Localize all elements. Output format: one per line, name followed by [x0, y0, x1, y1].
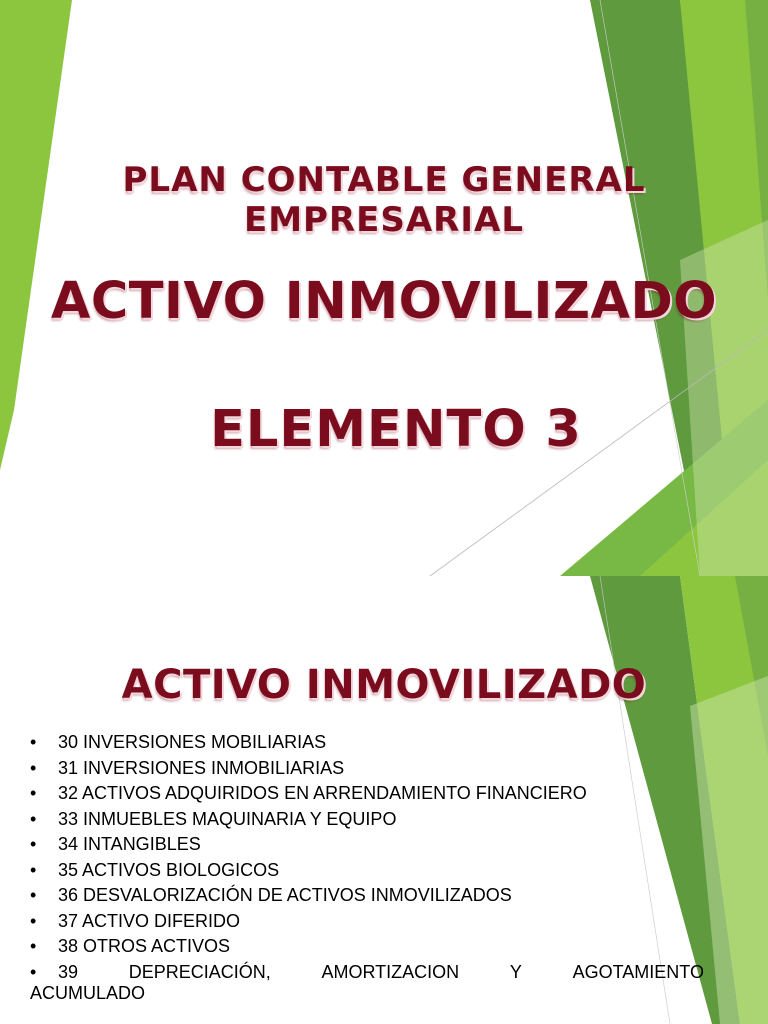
account-label: 37 ACTIVO DIFERIDO	[58, 910, 241, 931]
plan-title-line-2: EMPRESARIAL	[244, 200, 524, 240]
main-title: ACTIVO INMOVILIZADO	[50, 272, 718, 331]
list-item	[30, 809, 704, 835]
account-label: 33 INMUEBLES MAQUINARIA Y EQUIPO	[58, 808, 397, 829]
bullet: •	[30, 910, 37, 931]
list-item	[30, 911, 704, 937]
bullet: •	[30, 961, 37, 982]
bullet: •	[30, 936, 37, 956]
account-label: 34 INTANGIBLES	[58, 834, 201, 854]
list-item-justified	[30, 962, 704, 983]
account-continuation: ACUMULADO	[30, 983, 146, 1003]
word: AMORTIZACION	[321, 961, 460, 982]
bullet: •	[30, 834, 37, 854]
list-item	[30, 783, 704, 809]
bullet: •	[30, 783, 37, 803]
word: Y	[509, 961, 522, 982]
bullet: •	[30, 885, 37, 905]
account-label: 30 INVERSIONES MOBILIARIAS	[58, 732, 327, 752]
account-label: 35 ACTIVOS BIOLOGICOS	[58, 859, 280, 880]
element-title: ELEMENTO 3	[210, 400, 582, 459]
bullet: •	[30, 808, 37, 829]
account-label: 36 DESVALORIZACIÓN DE ACTIVOS INMOVILIZADOS	[58, 885, 512, 905]
word: 39	[58, 961, 79, 982]
account-label: 31 INVERSIONES INMOBILIARIAS	[58, 757, 345, 778]
account-label: 32 ACTIVOS ADQUIRIDOS EN ARRENDAMIENTO FINANCIERO	[58, 783, 587, 803]
word: AGOTAMIENTO	[572, 961, 704, 982]
list-item	[30, 732, 704, 758]
word: DEPRECIACIÓN,	[128, 961, 271, 982]
list-item	[30, 936, 704, 962]
bullet: •	[30, 859, 37, 880]
list-item	[30, 758, 704, 784]
account-label: 38 OTROS ACTIVOS	[58, 936, 231, 956]
list-item	[30, 860, 704, 886]
list-item	[30, 834, 704, 860]
bullet: •	[30, 732, 37, 752]
slide-2	[0, 576, 768, 1024]
justified-line	[58, 962, 704, 983]
plan-title-line-1: PLAN CONTABLE GENERAL	[122, 160, 646, 200]
list-item	[30, 885, 704, 911]
account-list	[30, 732, 704, 983]
slide-2-title: ACTIVO INMOVILIZADO	[121, 662, 647, 708]
bullet: •	[30, 757, 37, 778]
